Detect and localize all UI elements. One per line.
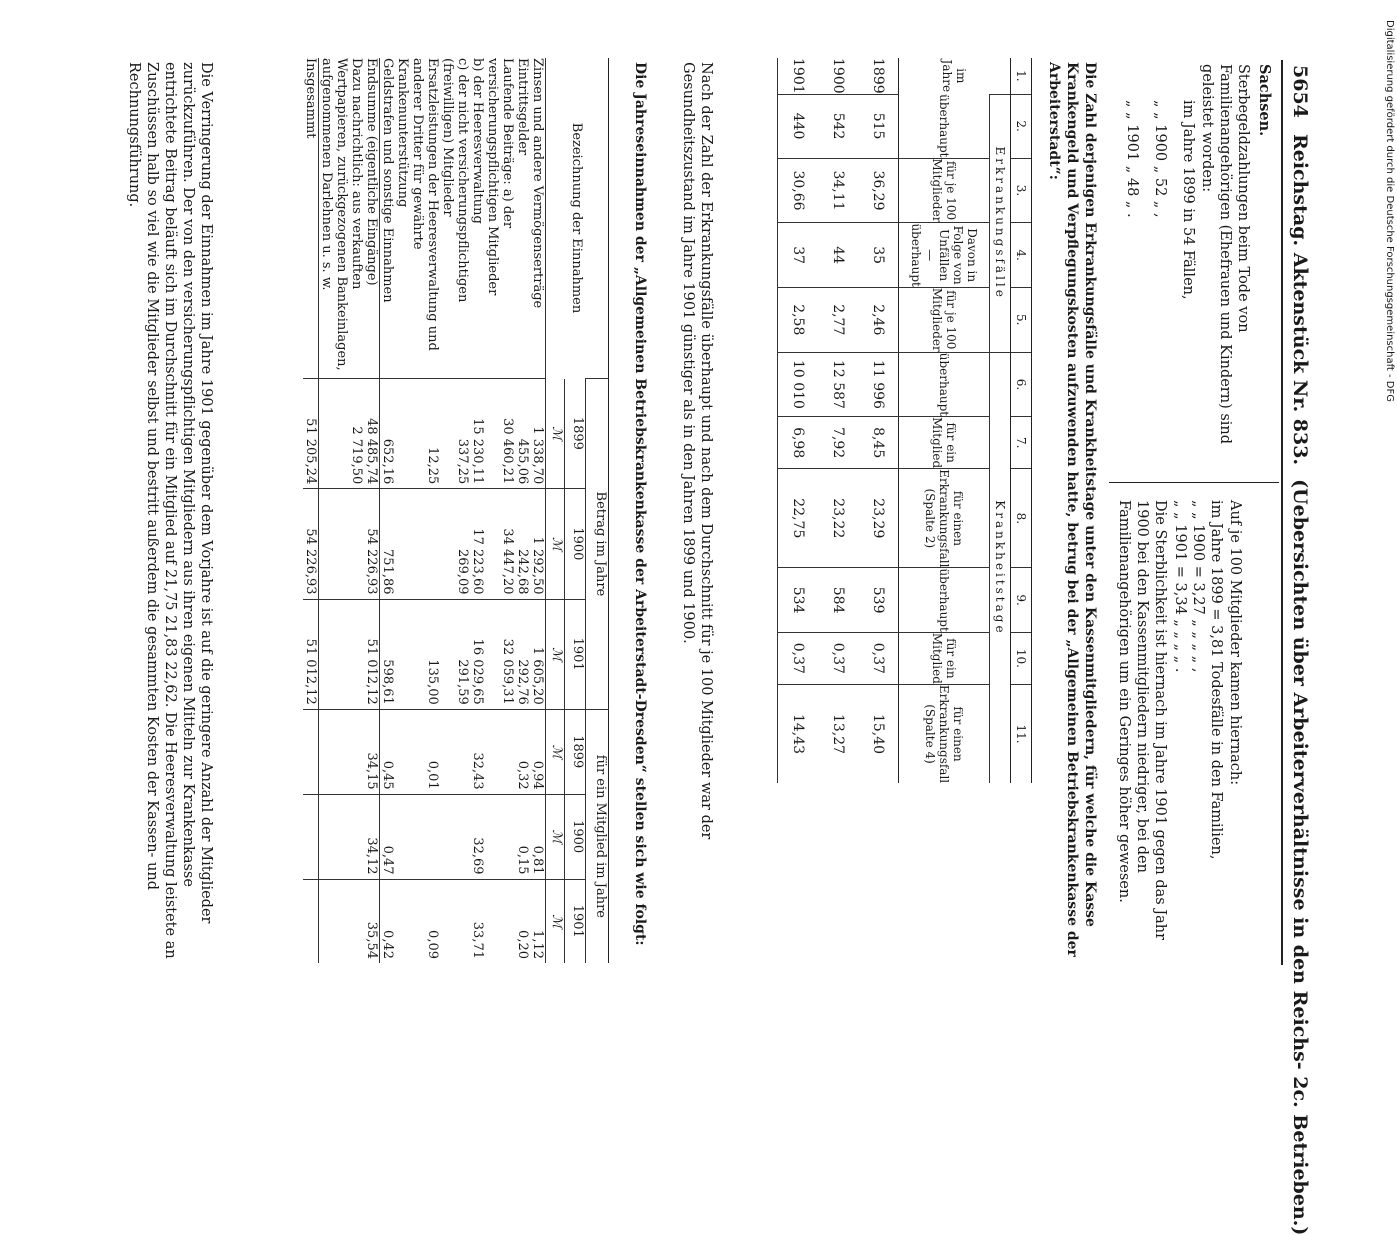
table-row: [485, 58, 515, 963]
cell: 16 029,65: [470, 599, 485, 709]
table-row: [395, 58, 440, 963]
year-header: 1901: [565, 599, 586, 709]
cell: 1901: [790, 58, 806, 94]
table-row: [440, 58, 470, 963]
cell: 0,42: [380, 879, 396, 963]
cell: [440, 709, 470, 794]
cell: [303, 794, 319, 879]
year-header: 1899: [565, 379, 586, 489]
section-heading: Sachsen.: [1256, 64, 1273, 137]
cell: [319, 794, 365, 879]
cell: 34,11: [818, 158, 858, 223]
col-header-year: im Jahre: [940, 59, 969, 93]
running-head-right: (Uebersichten über Arbeiterverhältnisse in den Reichs- 2c. Betrieben.): [1289, 479, 1311, 1235]
years-right-2: „ „ 1900 = 3,27 „ „ „ „ ,: [1190, 500, 1206, 673]
col-header: für einen Erkrankungsfall (Spalte 2): [899, 469, 990, 568]
cell: 7,92: [818, 417, 858, 469]
table1-header-row: [899, 58, 990, 783]
col-num: 6.: [1011, 352, 1032, 416]
cell: 269,09: [440, 489, 470, 599]
col-header: überhaupt: [937, 94, 951, 158]
table2-caption: Die Jahreseinnahmen der „Allgemeinen Betriebskrankenkasse der Arbeiterstadt-Dresden“ stellen sich wie folgt:: [632, 62, 648, 946]
group-erkrankung: Erkrankungsfälle: [990, 94, 1011, 352]
cell: 0,01: [395, 709, 440, 794]
cell: 1,12: [530, 879, 546, 963]
cell: 1900: [830, 58, 846, 94]
cell: [485, 879, 515, 963]
row-label: Eintrittsgelder: [515, 58, 530, 156]
sachsen-paragraph-left: Sterbegeldzahlungen beim Tode von Familienangehörigen (Ehefrauen und Kindern) sind geleistet worden:: [1199, 64, 1251, 445]
cell: 17 223,60: [470, 489, 485, 599]
table1-group-row: [990, 58, 1011, 783]
cell: 14,43: [778, 684, 819, 783]
col-header-betrag: Betrag im Jahre: [586, 379, 609, 710]
cell: [395, 489, 440, 599]
cell: [319, 879, 365, 963]
cell: 32,43: [470, 709, 485, 794]
col-header: Davon in Folge von Unfällen — überhaupt: [899, 223, 990, 287]
table-row: [818, 58, 858, 783]
cell: 539: [858, 568, 899, 632]
col-header: für ein Mitglied: [899, 417, 990, 469]
cell: 32 059,31: [485, 599, 515, 709]
row-label: Zinsen und andere Vermögenserträge: [530, 58, 545, 309]
col-num: 3.: [1011, 158, 1032, 223]
cell: 12 587: [818, 352, 858, 416]
year-header: 1899: [565, 709, 586, 794]
cell: 0,47: [380, 794, 396, 879]
table-row: [778, 58, 819, 783]
col-num: 7.: [1011, 417, 1032, 469]
table-row: [858, 58, 899, 783]
table2: [303, 58, 609, 963]
cell: 30 460,21: [485, 379, 515, 489]
cell: 0,09: [395, 879, 440, 963]
cell: [319, 489, 365, 599]
col-num: 5.: [1011, 287, 1032, 352]
year-header: 1901: [565, 879, 586, 963]
cell: 2,77: [818, 287, 858, 352]
row-label: Ersatzleistungen der Heeresverwaltung und anderer Dritter für gewährte Krankenunterstützung: [395, 58, 440, 351]
cell: 32,69: [470, 794, 485, 879]
col-header: für je 100 Mitglieder: [899, 287, 990, 352]
cell: 292,76: [515, 599, 530, 709]
cell: 455,06: [515, 379, 530, 489]
cell: 34 447,20: [485, 489, 515, 599]
unit-header: ℳ: [546, 709, 565, 794]
cell: [485, 794, 515, 879]
table-row: [380, 58, 396, 963]
cell: 12,25: [395, 379, 440, 489]
col-header-label: Bezeichnung der Einnahmen: [546, 58, 609, 379]
column-divider: [1109, 482, 1279, 483]
col-num: 2.: [1011, 94, 1032, 158]
row-label: Dazu nachrichtlich: aus verkauften Wertpapieren, zurückgezogenen Bankeinlagen, aufgenommenen Darlehnen u. s. w.: [319, 58, 364, 371]
head-rule: [1281, 60, 1283, 965]
table-row: [470, 58, 485, 963]
cell: 135,00: [395, 599, 440, 709]
year-header: 1900: [565, 489, 586, 599]
col-num: 11.: [1011, 684, 1032, 783]
cell: 30,66: [778, 158, 819, 223]
col-num: 1.: [1011, 58, 1032, 94]
row-label: b) der Heeresverwaltung: [470, 58, 485, 224]
row-label: Geldstrafen und sonstige Einnahmen: [380, 58, 395, 303]
table1: [777, 58, 1032, 783]
year-header: 1900: [565, 794, 586, 879]
cell: 15 230,11: [470, 379, 485, 489]
cell: 2,46: [858, 287, 899, 352]
cell: 11 996: [858, 352, 899, 416]
cell: 337,25: [440, 379, 470, 489]
col-header: überhaupt: [899, 568, 990, 632]
cell: 51 205,24: [303, 379, 319, 489]
footer-credit: Digitalisierung gefördert durch die Deutsche Forschungsgemeinschaft - DFG: [1384, 20, 1395, 403]
col-num: 9.: [1011, 568, 1032, 632]
cell: 13,27: [818, 684, 858, 783]
col-num: 8.: [1011, 469, 1032, 568]
cell: [485, 709, 515, 794]
cell: 35,54: [364, 879, 380, 963]
years-right-3: „ „ 1901 = 3,34 „ „ „ „ .: [1172, 500, 1188, 673]
cell: 23,29: [858, 469, 899, 568]
cell: 51 012,12: [364, 599, 380, 709]
years-right-1: im Jahre 1899 = 3,81 Todesfälle in den Familien,: [1208, 500, 1224, 860]
sachsen-right-end: Die Sterblichkeit ist hiernach im Jahre 1901 gegen das Jahr 1900 bei den Kassenmitgliedern niedriger, bei den Familienangehörigen um ein Geringes höher gewesen.: [1116, 500, 1168, 941]
unit-header: ℳ: [546, 794, 565, 879]
cell: [319, 709, 365, 794]
table-row: [515, 58, 530, 963]
cell: 584: [818, 568, 858, 632]
unit-header: ℳ: [546, 599, 565, 709]
cell: 242,68: [515, 489, 530, 599]
table2-note: Die Verringerung der Einnahmen im Jahre 1901 gegenüber dem Vorjahre ist auf die geringere Anzahl der Mitglieder zurückzuführen. Der von den versicherungspflichtigen Mitgliedern aus ihren eigenen Mitteln zur Krankenkasse entrichtete Beitrag beläuft sich im Durchschnitt für ein Mitglied auf 21,75 21,83 22,62. Die Heeresverwaltung leistete an Zuschüssen halb so viel wie die Mitglieder selbst und bestritt außerdem die gesammten Kosten der Kassen- und Rechnungsführung.: [126, 62, 214, 959]
row-label: Laufende Beiträge: a) der versicherungspflichtigen Mitglieder: [485, 58, 515, 296]
cell: 22,75: [778, 469, 819, 568]
cell: 33,71: [470, 879, 485, 963]
cell: 34,12: [364, 794, 380, 879]
col-header: für ein Mitglied: [899, 632, 990, 684]
cell: [303, 709, 319, 794]
page-number: 5654: [1289, 65, 1311, 118]
cell: [303, 879, 319, 963]
cell: 2 719,50: [319, 379, 365, 489]
cell: 0,81: [530, 794, 546, 879]
cell: 542: [818, 94, 858, 158]
col-header: für einen Erkrankungsfall (Spalte 4): [899, 684, 990, 783]
table-row: [530, 58, 546, 963]
cell: 598,61: [380, 599, 396, 709]
cell: 1 338,70: [530, 379, 546, 489]
table1-note: Nach der Zahl der Erkrankungsfälle überhaupt und nach dem Durchschnitt für je 100 Mitglieder war der Gesundheitszustand im Jahre 1901 günstiger als in den Jahren 1899 und 1900.: [680, 62, 714, 840]
years-left-3: „ „ 1901 „ 48 „ .: [1124, 100, 1140, 218]
cell: 0,37: [858, 632, 899, 684]
table1-caption: Die Zahl derjenigen Erkrankungsfälle und Krankheitstage unter den Kassenmitgliedern, für welche die Kasse Krankengeld und Verpflegungskosten aufzuwenden hatte, betrug bei der „Allgemeinen Betriebskrankenkasse der Arbeiterstadt“:: [1046, 62, 1098, 957]
col-header: für je 100 Mitglieder: [899, 158, 990, 223]
cell: 0,45: [380, 709, 396, 794]
row-label: Endsumme (eigentliche Eingänge): [364, 58, 379, 286]
cell: 6,98: [778, 417, 819, 469]
cell: 34,15: [364, 709, 380, 794]
unit-header: ℳ: [546, 379, 565, 489]
col-num: 4.: [1011, 223, 1032, 287]
cell: 10 010: [778, 352, 819, 416]
cell: 44: [818, 223, 858, 287]
cell: 1 605,20: [530, 599, 546, 709]
cell: 54 226,93: [364, 489, 380, 599]
cell: 440: [778, 94, 819, 158]
sachsen-right-intro: Auf je 100 Mitglieder kamen hiernach:: [1227, 500, 1243, 786]
cell: [395, 794, 440, 879]
table2-body: [303, 58, 546, 963]
cell: 515: [858, 94, 899, 158]
running-head: [1289, 65, 1311, 1235]
unit-header: ℳ: [546, 879, 565, 963]
cell: 0,15: [515, 794, 530, 879]
unit-header: ℳ: [546, 489, 565, 599]
cell: 8,45: [858, 417, 899, 469]
cell: 0,32: [515, 709, 530, 794]
cell: 0,37: [778, 632, 819, 684]
cell: 652,16: [380, 379, 396, 489]
cell: 0,37: [818, 632, 858, 684]
cell: 37: [778, 223, 819, 287]
cell: [440, 879, 470, 963]
cell: 2,58: [778, 287, 819, 352]
years-left-1: im Jahre 1899 in 54 Fällen,: [1180, 100, 1196, 300]
cell: 1 292,50: [530, 489, 546, 599]
cell: 48 485,74: [364, 379, 380, 489]
col-header: überhaupt: [899, 352, 990, 416]
col-num: 10.: [1011, 632, 1032, 684]
cell: 15,40: [858, 684, 899, 783]
cell: 751,86: [380, 489, 396, 599]
cell: [440, 794, 470, 879]
cell: 35: [858, 223, 899, 287]
running-head-left: Reichstag. Aktenstück Nr. 833.: [1289, 133, 1311, 466]
row-label: c) der nicht versicherungspflichtigen (freiwilligen) Mitglieder: [440, 58, 470, 303]
group-krankheit: Krankheitstage: [990, 352, 1011, 783]
table-row: [319, 58, 365, 963]
cell: 0,20: [515, 879, 530, 963]
cell: 23,22: [818, 469, 858, 568]
cell: 51 012,12: [303, 599, 319, 709]
cell: 291,59: [440, 599, 470, 709]
cell: 1899: [870, 58, 886, 94]
col-header-mitglied: für ein Mitglied im Jahre: [586, 709, 609, 963]
cell: 54 226,93: [303, 489, 319, 599]
table-row: [303, 58, 319, 963]
cell: [319, 599, 365, 709]
table-row: [364, 58, 380, 963]
years-left-2: „ „ 1900 „ 52 „ ,: [1152, 100, 1168, 218]
row-label: Insgesammt: [303, 58, 318, 139]
cell: 534: [778, 568, 819, 632]
cell: 0,94: [530, 709, 546, 794]
table1-number-row: [1011, 58, 1032, 783]
cell: 36,29: [858, 158, 899, 223]
